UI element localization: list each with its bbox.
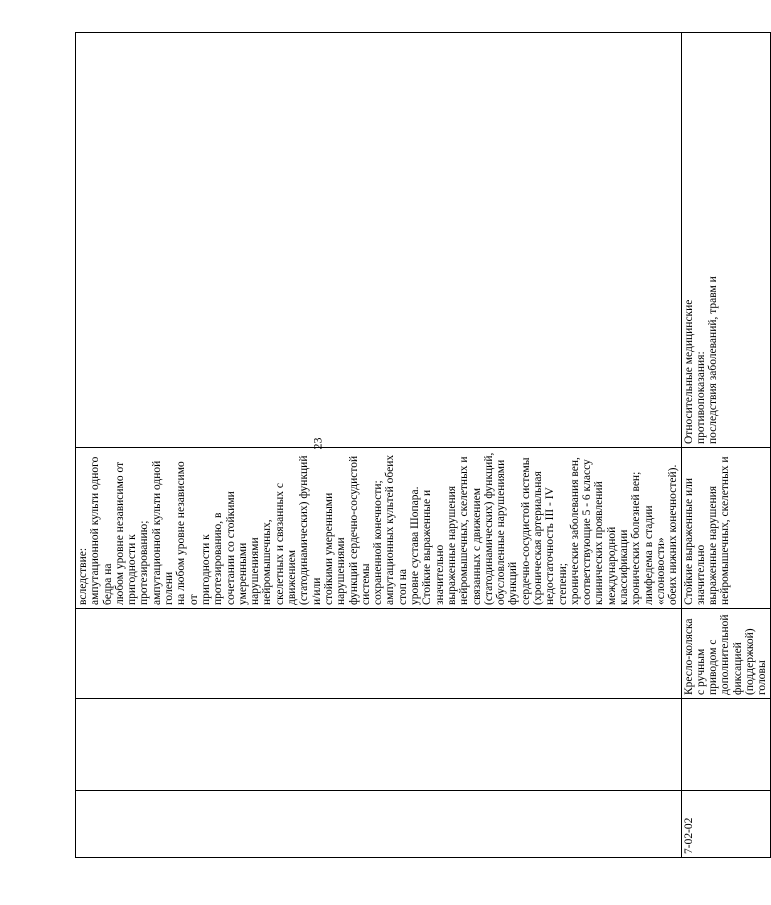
indications-cell: вследствие: ампутационной культи одного бедра на любом уровне независимо от пригодности к протезированию; ампутационной культи одной голени на любом уровне независимо от пригодности к протезированию, в сочетании со стойкими умеренными нарушениями нейромышечных, скелетных и связанных с движением (статодинамических) функций и/или стойкими умеренными нарушениями функций сердечно-сосудистой системы сохраненной конечности; ампутационных культей обеих стоп на уровне сустава Шопара. Стойкие выраженные и значительно выраженные нарушения нейромышечных, скелетных и связанных с движением (статодинамических) функций, обусловленные нарушениями функций сердечно-сосудистой системы (хроническая артериальная недостаточность III - IV степени; хронические заболевания вен, соответствующие 5 - 6 классу клинических проявлений международной классификации хронических болезней вен; лимфедема в стадии «слоновости» обеих нижних конечностей). [76,448,682,609]
rotated-page-content [75,33,769,858]
table-row [681,33,770,858]
medical-devices-table [75,32,771,858]
table-cell-empty [76,791,682,858]
indications-cell: Стойкие выраженные или значительно выраженные нарушения нейромышечных, скелетных и [681,448,770,609]
table-cell-empty [76,699,682,791]
table-cell-empty [76,609,682,699]
table-cell-empty [76,33,682,448]
device-code-cell: 7-02-02 [681,791,770,858]
page-number: 23 [310,437,325,450]
device-name-cell: Кресло-коляска с ручным приводом с дополнительной фиксацией (поддержкой) головы [681,609,770,699]
table-row [76,33,682,858]
table-cell-empty [681,699,770,791]
contraindications-cell: Относительные медицинские противопоказания: последствия заболеваний, травм и [681,33,770,448]
